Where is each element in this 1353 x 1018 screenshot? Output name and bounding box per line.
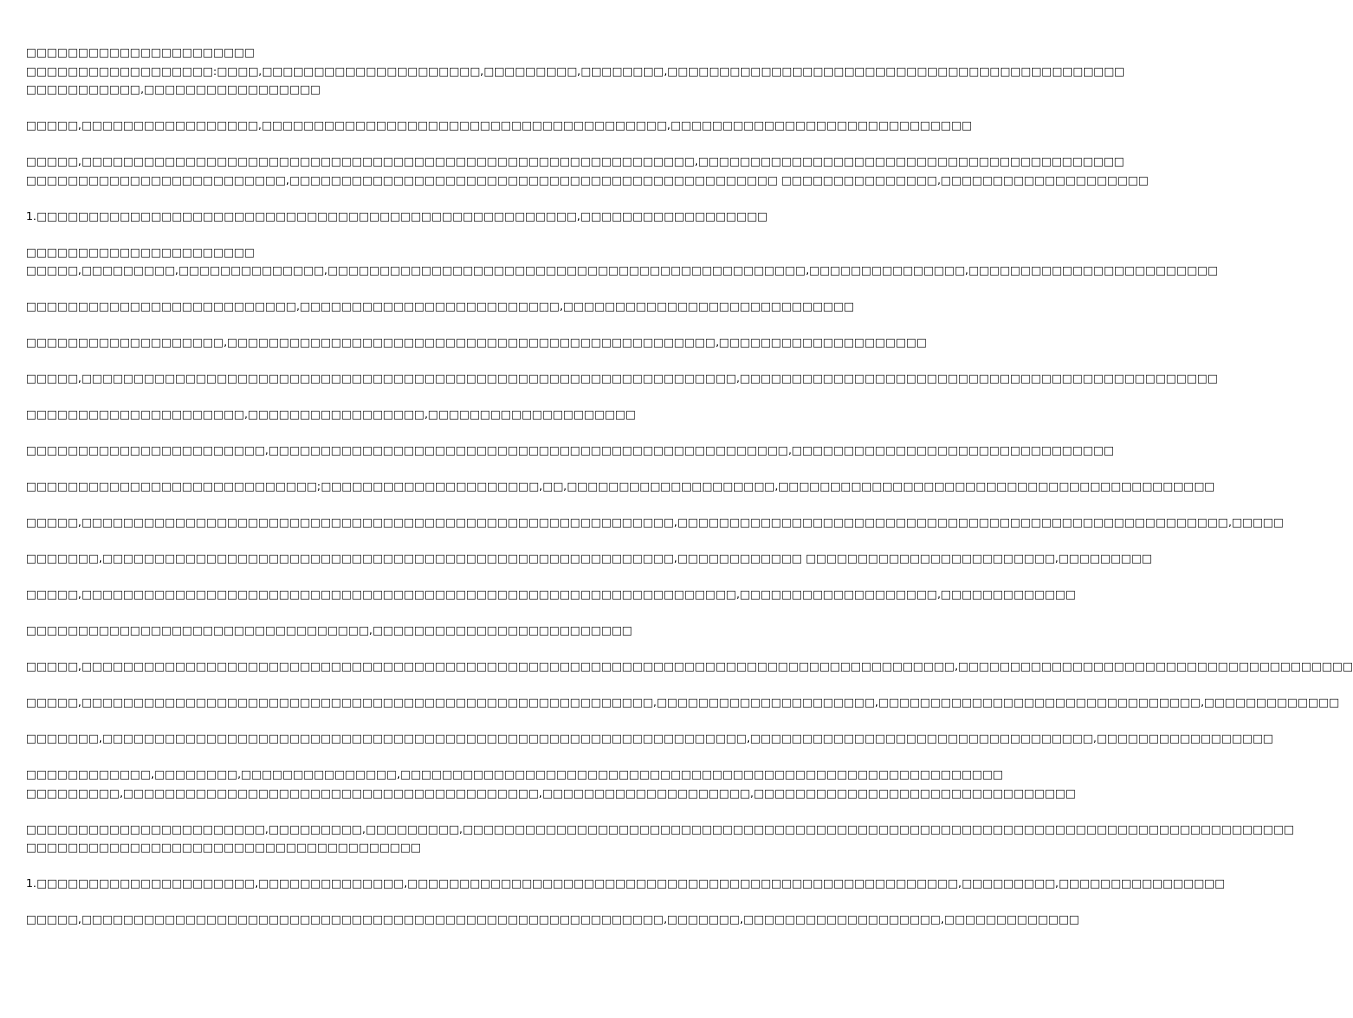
text-line: □□□□□,□□□□□□□□□□□□□□□□□□□□□□□□□□□□□□□□□□□□□□□□□□□□□□□□□□□□□□□□□,□□□□□□□□□□□□□□□□□□□□□□□□□□□□□□□□□□□□□□□□□□□□□□□□□□□□□,□□□□□ (26, 516, 1284, 529)
paragraph (26, 244, 1218, 281)
paragraph (26, 370, 1218, 389)
text-line: □□□□□□□□□□□□,□□□□□□□□,□□□□□□□□□□□□□□□,□□□□□□□□□□□□□□□□□□□□□□□□□□□□□□□□□□□□□□□□□□□□□□□□□□□□□□□□□□ (26, 768, 1004, 781)
text-line: □□□□□,□□□□□□□□□□□□□□□□□□□□□□□□□□□□□□□□□□□□□□□□□□□□□□□□□□□□□□□□□□□□□□□□□□□□□□□□□□□□□□□□□□□□,□□□□□□□□□□□□□□□□□□□□□□□□□□□□□□□□□□□□□□ (26, 660, 1353, 673)
text-line: 1.□□□□□□□□□□□□□□□□□□□□□,□□□□□□□□□□□□□□,□□□□□□□□□□□□□□□□□□□□□□□□□□□□□□□□□□□□□□□□□□□□□□□□□□□□□,□□□□□□□□□,□□□□□□□□□□□□□□□□ (26, 877, 1225, 890)
paragraph (26, 406, 694, 425)
text-line: □□□□□□□□□□□□□□□□□□:□□□□,□□□□□□□□□□□□□□□□□□□□□,□□□□□□□□□,□□□□□□□□,□□□□□□□□□□□□□□□□□□□□□□□□□□□□□□□□□□□□□□□□□□□□ (26, 64, 1125, 78)
paragraph (26, 875, 1225, 894)
text-line: □□□□□,□□□□□□□□□□□□□□□□□□□□□□□□□□□□□□□□□□□□□□□□□□□□□□□□□□□□□□□□□□□□□□□,□□□□□□□□□□□□□□□□□□□,□□□□□□□□□□□□□ (26, 588, 1076, 601)
text-line: □□□□□□□□□□□□□□□□□□□□□□□□□□□□□□□□□,□□□□□□□□□□□□□□□□□□□□□□□□□ (26, 624, 633, 637)
text-line: □□□□□□□□□,□□□□□□□□□□□□□□□□□□□□□□□□□□□□□□□□□□□□□□□□,□□□□□□□□□□□□□□□□□□□□,□□□□□□□□□□□□□□□□□□□□□□□□□□□□□□□ (26, 786, 1076, 800)
text-line: □□□□□,□□□□□□□□□□□□□□□□□□□□□□□□□□□□□□□□□□□□□□□□□□□□□□□□□□□□□□□,□□□□□□□□□□□□□□□□□□□□□,□□□□□□□□□□□□□□□□□□□□□□□□□□□□□□□,□□□□□□□□□□□□□ (26, 696, 1340, 709)
text-line: □□□□□□□□□□□□□□□□□□□,□□□□□□□□□□□□□□□□□□□□□□□□□□□□□□□□□□□□□□□□□□□□□□□,□□□□□□□□□□□□□□□□□□□□ (26, 336, 927, 349)
text-line: □□□□□□□□□□□□□□□□□□□□□□□□□□,□□□□□□□□□□□□□□□□□□□□□□□□□,□□□□□□□□□□□□□□□□□□□□□□□□□□□□ (26, 300, 855, 313)
paragraph (26, 622, 694, 641)
text-line: □□□□□,□□□□□□□□□□□□□□□□□,□□□□□□□□□□□□□□□□□□□□□□□□□□□□□□□□□□□□□□□,□□□□□□□□□□□□□□□□□□□□□□□□□□□□□ (26, 119, 972, 132)
text-line: □□□□□,□□□□□□□□□,□□□□□□□□□□□□□□,□□□□□□□□□□□□□□□□□□□□□□□□□□□□□□□□□□□□□□□□□□□□□□,□□□□□□□□□□□□□□□,□□□□□□□□□□□□□□□□□□□□□□□□ (26, 264, 1218, 277)
text-line: □□□□□□□□□□□□□□□□□□□□□□□□□□□□;□□□□□□□□□□□□□□□□□□□□□,□□,□□□□□□□□□□□□□□□□□□□□,□□□□□□□□□□□□□□□□□□□□□□□□□□□□□□□□□□□□□□□□□□ (26, 480, 1215, 493)
text-line: □□□□□□□□□□□,□□□□□□□□□□□□□□□□□ (26, 83, 321, 96)
paragraph (26, 117, 972, 136)
text-line: □□□□□□□□□□□□□□□□□□□□□□□,□□□□□□□□□,□□□□□□□□□,□□□□□□□□□□□□□□□□□□□□□□□□□□□□□□□□□□□□□□□□□□□□□□□□□□□□□□□□□□□□□□□□□□□□□□□□□□□□□□□□ (26, 822, 1295, 836)
paragraph (26, 586, 1076, 605)
paragraph (26, 514, 1284, 533)
text-line: □□□□□□□□□□□□□□□□□□□□□□□,□□□□□□□□□□□□□□□□□□□□□□□□□□□□□□□□□□□□□□□□□□□□□□□□□□,□□□□□□□□□□□□□□□□□□□□□□□□□□□□□□□ (26, 444, 1114, 457)
text-line: □□□□□,□□□□□□□□□□□□□□□□□□□□□□□□□□□□□□□□□□□□□□□□□□□□□□□□□□□□□□□□□□□,□□□□□□□□□□□□□□□□□□□□□□□□□□□□□□□□□□□□□□□□□ (26, 155, 1125, 168)
paragraph (26, 766, 1076, 803)
paragraph (26, 911, 1080, 930)
paragraph (26, 298, 855, 317)
paragraph (26, 442, 1114, 461)
paragraph (26, 550, 1153, 569)
paragraph (26, 694, 1340, 713)
document-body (26, 44, 1353, 947)
paragraph (26, 730, 1274, 749)
paragraph (26, 208, 768, 227)
paragraph (26, 478, 1215, 497)
text-line: □□□□□□□□□□□□□□□□□□□□□,□□□□□□□□□□□□□□□□□,□□□□□□□□□□□□□□□□□□□□ (26, 408, 636, 421)
text-line: □□□□□□□□□□□□□□□□□□□□□□□□□,□□□□□□□□□□□□□□□□□□□□□□□□□□□□□□□□□□□□□□□□□□□□□□□ □□□□□□□□□□□□□□□,□□□□□□□□□□□□□□□□□□□□ (26, 173, 1149, 187)
text-line: □□□□□□□□□□□□□□□□□□□□□□ (26, 46, 255, 59)
paragraph (26, 658, 1353, 677)
paragraph (26, 153, 1149, 190)
text-line: □□□□□,□□□□□□□□□□□□□□□□□□□□□□□□□□□□□□□□□□□□□□□□□□□□□□□□□□□□□□□□,□□□□□□□,□□□□□□□□□□□□□□□□□□□,□□□□□□□□□□□□□ (26, 913, 1080, 926)
paragraph (26, 44, 1125, 100)
text-line: □□□□□□□,□□□□□□□□□□□□□□□□□□□□□□□□□□□□□□□□□□□□□□□□□□□□□□□□□□□□□□□,□□□□□□□□□□□□ □□□□□□□□□□□□□□□□□□□□□□□□,□□□□□□□□□ (26, 552, 1153, 565)
text-line: □□□□□□□,□□□□□□□□□□□□□□□□□□□□□□□□□□□□□□□□□□□□□□□□□□□□□□□□□□□□□□□□□□□□□□,□□□□□□□□□□□□□□□□□□□□□□□□□□□□□□□□□,□□□□□□□□□□□□□□□□□ (26, 732, 1274, 745)
text-line: □□□□□,□□□□□□□□□□□□□□□□□□□□□□□□□□□□□□□□□□□□□□□□□□□□□□□□□□□□□□□□□□□□□□□,□□□□□□□□□□□□□□□□□□□□□□□□□□□□□□□□□□□□□□□□□□□□□□ (26, 372, 1218, 385)
text-line: □□□□□□□□□□□□□□□□□□□□□□□□□□□□□□□□□□□□□□ (26, 841, 421, 854)
paragraph (26, 334, 927, 353)
text-line: 1.□□□□□□□□□□□□□□□□□□□□□□□□□□□□□□□□□□□□□□□□□□□□□□□□□□□□,□□□□□□□□□□□□□□□□□□ (26, 209, 768, 223)
paragraph (26, 821, 1295, 858)
text-line: □□□□□□□□□□□□□□□□□□□□□□ (26, 245, 255, 259)
